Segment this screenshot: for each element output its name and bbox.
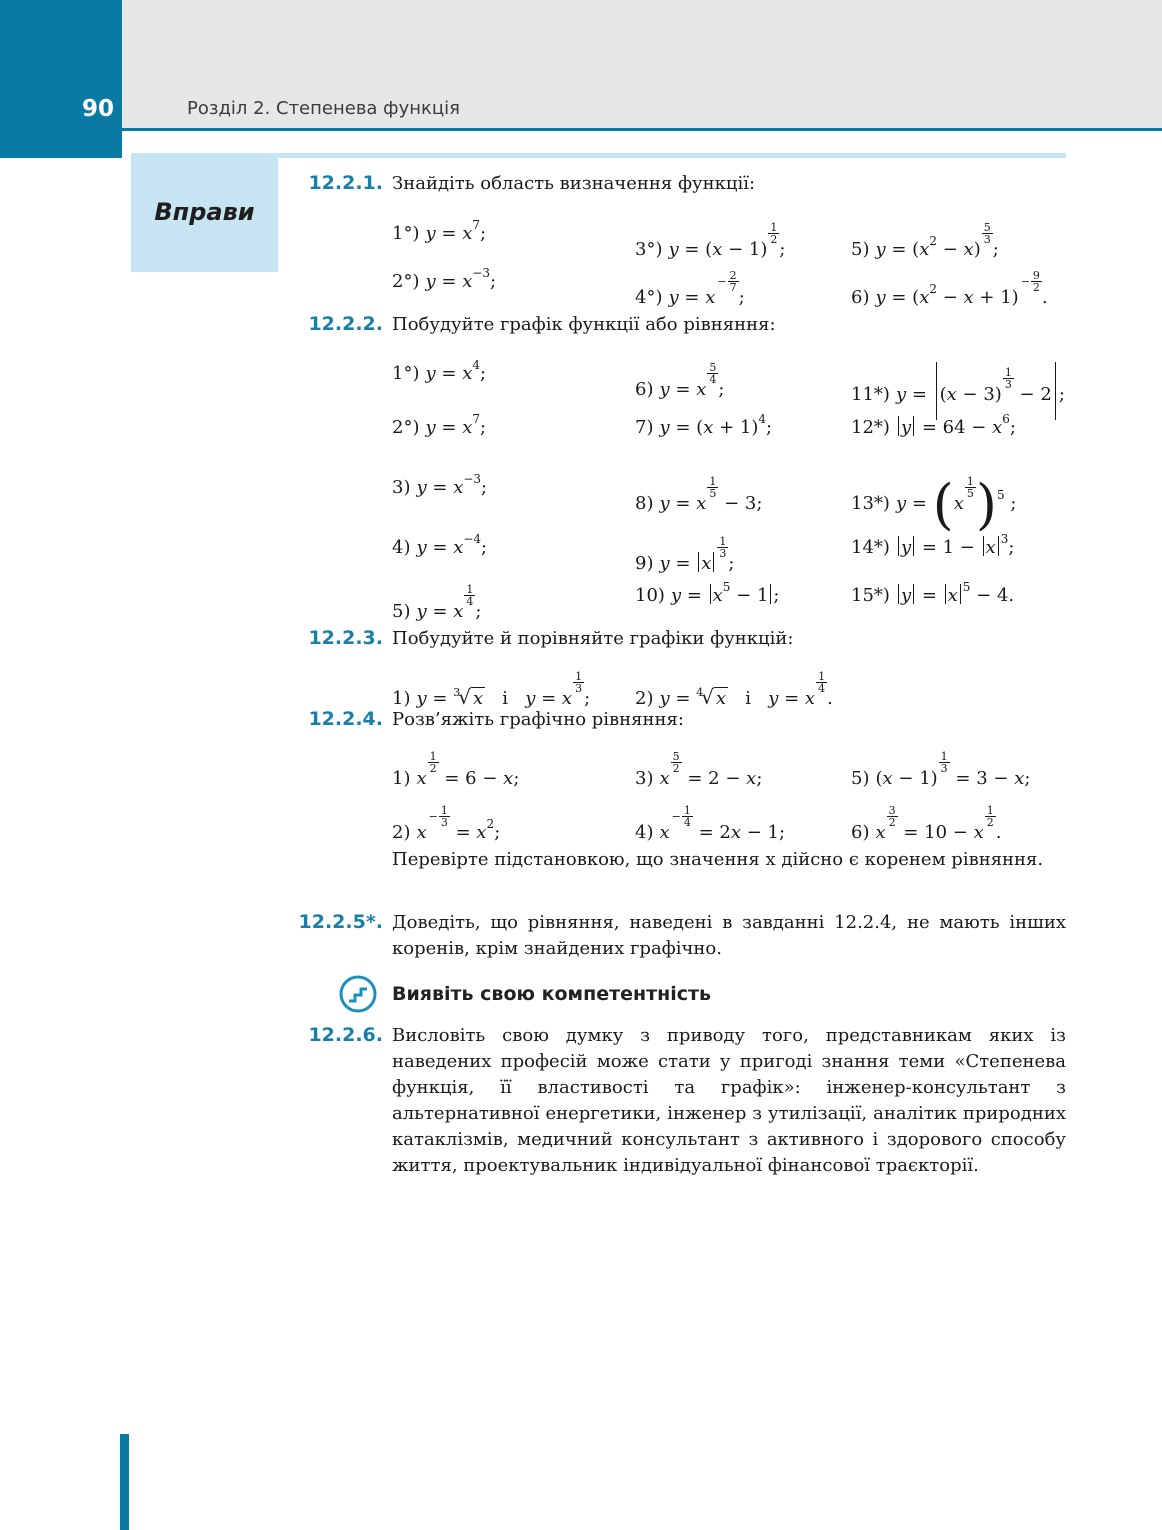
- page-number: 90: [82, 96, 115, 122]
- formula-item: 4°) y = x− $\frac{2}{7}$ ;: [635, 269, 745, 308]
- page-number-tab: [0, 0, 122, 158]
- formula-item: 5) y = x $\frac{1}{4}$ ;: [392, 583, 482, 622]
- task-text-12-2-5: Доведіть, що рівняння, наведені в завданні 12.2.4, не мають інших коренів, крім знайдених графічно.: [392, 912, 1066, 959]
- formula-item: 5) (x − 1) $\frac{1}{3}$ = 3 − x;: [851, 750, 1031, 789]
- formula-item: 6) x $\frac{3}{2}$ = 10 − x $\frac{1}{2}$ .: [851, 804, 1002, 843]
- task-number-12-2-2: 12.2.2.: [308, 313, 383, 335]
- competence-stairs-icon: [339, 975, 377, 1013]
- formula-item: 7) $y = (x + 1)^4$;: [635, 412, 773, 438]
- formula-item: 6) y = x $\frac{5}{4}$ ;: [635, 361, 725, 400]
- exercises-label: Вправи: [154, 198, 255, 226]
- formula-item: 3°) y = (x − 1) $\frac{1}{2}$ ;: [635, 221, 786, 260]
- task-number-12-2-6: 12.2.6.: [308, 1024, 383, 1046]
- formula-item: 2) x− $\frac{1}{3}$ = $x^2$;: [392, 804, 501, 843]
- formula-item: 5) $y = (x^2 - x)$ $\frac{5}{3}$ ;: [851, 221, 999, 260]
- task-number-12-2-5: 12.2.5*.: [298, 911, 383, 933]
- formula-item: 3) $y = x^{-3}$;: [392, 472, 488, 498]
- task-number-12-2-4: 12.2.4.: [308, 708, 383, 730]
- header-rule: [120, 128, 1162, 131]
- task-text-12-2-3: Побудуйте й порівняйте графіки функцій:: [392, 628, 794, 649]
- formula-item: 1°) $y = x^7$;: [392, 218, 487, 244]
- formula-item: 14*) y = 1 − x $^3$;: [851, 532, 1015, 558]
- formula-item: 1°) $y = x^4$;: [392, 358, 487, 384]
- formula-item: 10) $y = x^5 - 1$ ;: [635, 580, 780, 606]
- formula-item: 12*) $y = 64 - x^6$;: [851, 412, 1016, 438]
- formula-item: 4) $y = x^{-4}$;: [392, 532, 488, 558]
- task-note-12-2-4: Перевірте підстановкою, що значення x дійсно є коренем рівняння.: [392, 849, 1044, 870]
- formula-item: 1) x $\frac{1}{2}$ = 6 − x;: [392, 750, 520, 789]
- formula-item: 6) $y = (x^2 - x + 1)^-$ $\frac{9}{2}$ .: [851, 269, 1048, 308]
- task-number-12-2-3: 12.2.3.: [308, 627, 383, 649]
- exercises-top-line: [278, 153, 1066, 158]
- formula-item: 2°) $y = x^{-3}$;: [392, 266, 497, 292]
- header-band: [0, 0, 1162, 128]
- formula-item: 8) y = x $\frac{1}{5}$ − 3;: [635, 475, 763, 514]
- task-number-12-2-1: 12.2.1.: [308, 172, 383, 194]
- formula-item: 3) x $\frac{5}{2}$ = 2 − x;: [635, 750, 763, 789]
- formula-item: 2) y = $^4$√ x і y = x $\frac{1}{4}$ .: [635, 670, 833, 709]
- formula-item: 11*) y = (x − 3) $\frac{1}{3}$ − 2 ;: [851, 362, 1065, 420]
- task-text-12-2-1: Знайдіть область визначення функції:: [392, 173, 756, 194]
- task-text-12-2-4: Розв’яжіть графічно рівняння:: [392, 709, 684, 730]
- formula-item: 9) y = x $\frac{1}{3}$ ;: [635, 535, 735, 574]
- chapter-title: Розділ 2. Степенева функція: [187, 98, 460, 119]
- bottom-margin-bar: [120, 1434, 129, 1530]
- formula-item: 1) y = $^3$√ x і y = x $\frac{1}{3}$ ;: [392, 670, 591, 709]
- formula-item: 15*) y = x $^5$ − 4.: [851, 580, 1015, 606]
- competence-title: Виявіть свою компетентність: [392, 983, 712, 1005]
- formula-item: 4) x− $\frac{1}{4}$ = 2x − 1;: [635, 804, 786, 843]
- task-text-12-2-2: Побудуйте графік функції або рівняння:: [392, 314, 776, 335]
- task-text-12-2-6: Висловіть свою думку з приводу того, представникам яких із наведених професій може стати у пригоді знання теми «Степенева функція, її властивості та графік»: інженер-консультант з альтернативної енергетики, інженер з утилізації, аналітик природних катаклізмів, медичний консультант з активного і здорового способу життя, проектувальник індивідуальної фінансової траєкторії.: [392, 1025, 1066, 1176]
- formula-item: 13*) y = (x $\frac{1}{5}$ )$^5$ ;: [851, 473, 1017, 536]
- formula-item: 2°) $y = x^7$;: [392, 412, 487, 438]
